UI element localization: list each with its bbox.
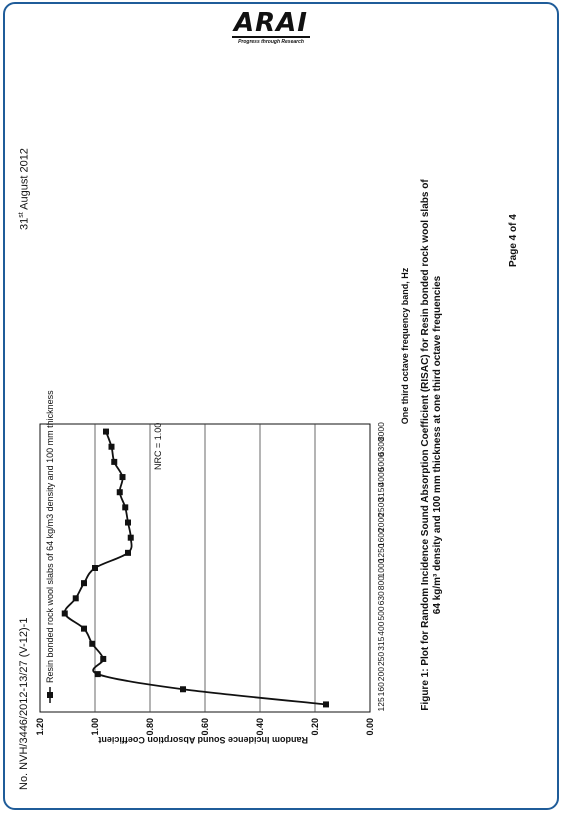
date-month-year: August 2012 bbox=[18, 148, 31, 210]
data-point-marker bbox=[111, 459, 117, 465]
data-point-marker bbox=[95, 671, 101, 677]
x-tick-label: 1600 bbox=[376, 528, 386, 548]
document-number: No. NVH/3446/2012-13/27 (V-12)-1 bbox=[18, 617, 30, 790]
x-tick-label: 125 bbox=[376, 697, 386, 712]
page-number: Page 4 of 4 bbox=[508, 214, 519, 267]
x-tick-label: 315 bbox=[376, 636, 386, 651]
x-tick-label: 8000 bbox=[376, 422, 386, 442]
date-day: 31 bbox=[18, 217, 31, 230]
data-point-marker bbox=[89, 641, 95, 647]
y-tick-label: 0.80 bbox=[145, 718, 155, 736]
data-point-marker bbox=[117, 489, 123, 495]
nrc-annotation: NRC = 1.00 bbox=[153, 422, 163, 470]
data-point-marker bbox=[120, 474, 126, 480]
y-tick-label: 0.20 bbox=[310, 718, 320, 736]
chart-x-axis-label: One third octave frequency band, Hz bbox=[400, 267, 410, 425]
x-tick-label: 250 bbox=[376, 651, 386, 667]
x-tick-label: 3150 bbox=[376, 482, 386, 502]
x-tick-labels bbox=[376, 422, 386, 712]
x-tick-label: 1000 bbox=[376, 558, 386, 578]
y-tick-label: 0.60 bbox=[200, 718, 210, 736]
x-tick-label: 160 bbox=[376, 682, 386, 697]
caption-line-2: 64 kg/m³ density and 100 mm thickness at one third octave frequencies bbox=[432, 275, 443, 615]
y-tick-label: 0.00 bbox=[365, 718, 375, 736]
x-tick-label: 1250 bbox=[376, 543, 386, 563]
figure-caption bbox=[420, 100, 444, 790]
data-point-marker bbox=[100, 656, 106, 662]
x-tick-label: 500 bbox=[376, 606, 386, 621]
arai-logo bbox=[226, 10, 316, 45]
data-point-marker bbox=[73, 595, 79, 601]
y-tick-labels bbox=[35, 718, 375, 736]
logo-wordmark: ARAI bbox=[234, 8, 308, 38]
data-point-marker bbox=[125, 520, 131, 526]
logo-tagline: Progress through Research bbox=[238, 39, 304, 45]
data-point-marker bbox=[81, 626, 87, 632]
data-point-marker bbox=[323, 701, 329, 707]
data-point-marker bbox=[125, 550, 131, 556]
legend bbox=[45, 390, 55, 703]
x-tick-label: 800 bbox=[376, 576, 386, 591]
data-point-marker bbox=[128, 535, 134, 541]
data-point-marker bbox=[81, 580, 87, 586]
rotated-page-content bbox=[18, 100, 538, 790]
rsac-line-chart bbox=[18, 100, 418, 790]
caption-line-1: Figure 1: Plot for Random Incidence Sound Absorption Coefficient (RISAC) for Resin bonded rock wool slabs of bbox=[420, 179, 431, 711]
y-tick-label: 0.40 bbox=[255, 718, 265, 736]
data-point-marker bbox=[109, 444, 115, 450]
x-tick-label: 400 bbox=[376, 621, 386, 636]
data-point-marker bbox=[180, 686, 186, 692]
data-point-marker bbox=[103, 429, 109, 435]
x-tick-label: 2500 bbox=[376, 497, 386, 517]
y-tick-label: 1.20 bbox=[35, 718, 45, 736]
x-tick-label: 6300 bbox=[376, 437, 386, 457]
legend-marker-swatch bbox=[47, 692, 53, 698]
legend-label: Resin bonded rock wool slabs of 64 kg/m3 density and 100 mm thickness bbox=[45, 390, 55, 683]
data-point-marker bbox=[122, 504, 128, 510]
chart-y-axis-label: Random Incidence Sound Absorption Coefficient bbox=[98, 735, 308, 745]
date-suffix: st bbox=[18, 212, 25, 218]
x-tick-label: 5000 bbox=[376, 452, 386, 472]
x-tick-label: 200 bbox=[376, 667, 386, 682]
y-tick-label: 1.00 bbox=[90, 718, 100, 736]
x-tick-label: 630 bbox=[376, 591, 386, 606]
x-tick-label: 2000 bbox=[376, 513, 386, 532]
data-point-marker bbox=[62, 610, 68, 616]
data-point-marker bbox=[92, 565, 98, 571]
x-tick-label: 4000 bbox=[376, 467, 386, 487]
